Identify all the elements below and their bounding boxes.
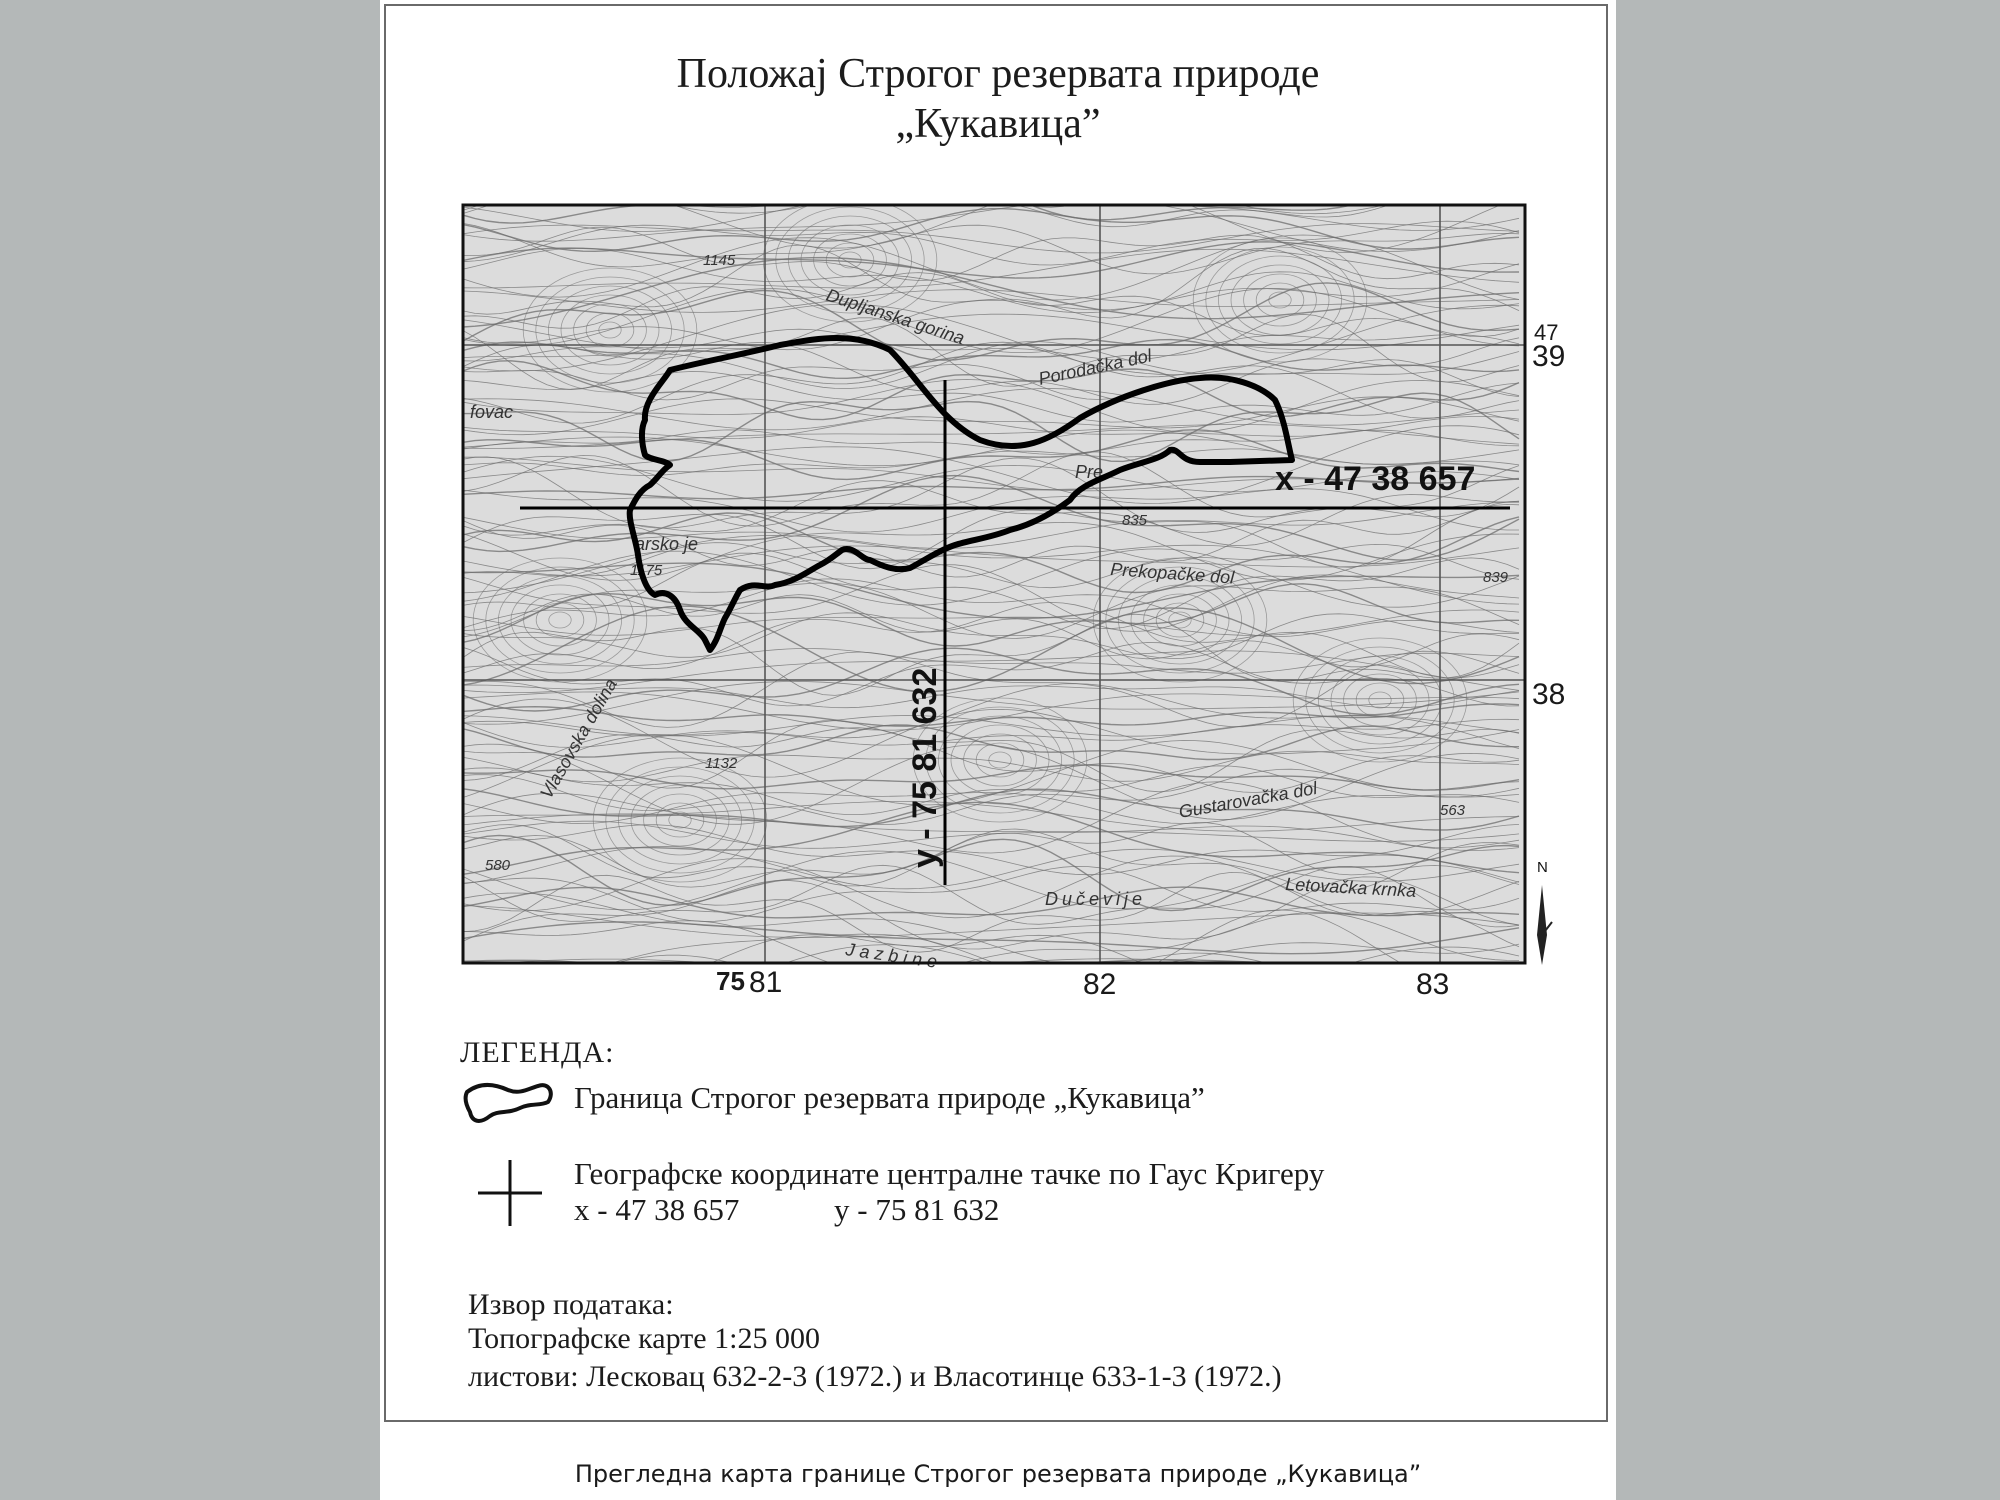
spot-height: 1175: [630, 562, 663, 579]
place-name: Dupljanska gorina: [823, 284, 967, 349]
legend-crosshair-symbol: [478, 1160, 542, 1226]
place-name: arsko je: [635, 534, 699, 554]
map-title-line-1: Положај Строгог резервата природе: [676, 51, 1320, 97]
north-label: N: [1537, 859, 1548, 876]
spot-height: 580: [485, 857, 511, 874]
contour-line: [463, 972, 1519, 1026]
north-arrow: [1537, 859, 1552, 965]
legend-boundary-label: Граница Строгог резервата природе „Кукавица”: [574, 1080, 1205, 1115]
legend-coords-label: Географске координате централне тачке по Гаус Кригеру: [574, 1156, 1325, 1191]
grid-label-bottom-left: 81: [749, 966, 783, 999]
place-name: Vlasovska dolina: [536, 675, 622, 802]
place-name: fovac: [470, 402, 514, 422]
source-line-2: листови: Лесковац 632-2-3 (1972.) и Власотинце 633-1-3 (1972.): [468, 1360, 1282, 1393]
legend-boundary-symbol: [466, 1085, 551, 1121]
place-name: Letovačka krnka: [1284, 874, 1417, 901]
grid-label-bottom-mid: 82: [1083, 968, 1117, 1001]
spot-height: 835: [1122, 512, 1148, 529]
spot-height: 563: [1440, 802, 1466, 819]
contour-line: [463, 144, 1519, 208]
grid-label-right-top-small: 47: [1534, 320, 1559, 345]
map-sheet: [380, 0, 1616, 1500]
legend-coords-x: x - 47 38 657: [574, 1192, 740, 1227]
spot-height: 1132: [705, 755, 738, 772]
contour-line: [463, 173, 1519, 207]
spot-height: 1145: [703, 252, 736, 269]
grid-label-right-top: 39: [1532, 340, 1566, 373]
grid-label-bottom-prefix: 75: [716, 966, 745, 996]
map-caption: Прегледна карта границе Строгог резервата природе „Кукавица”: [574, 1460, 1422, 1488]
place-name: Jazbine: [844, 939, 944, 973]
contour-line: [463, 155, 1519, 177]
place-name: Gustarovačka dol: [1177, 777, 1319, 822]
spot-height: 839: [1483, 569, 1509, 586]
contour-line: [463, 143, 1519, 201]
contour-line: [463, 953, 1519, 1033]
coordinate-x-label: x - 47 38 657: [1275, 460, 1476, 498]
coordinate-y-label: y - 75 81 632: [906, 667, 944, 868]
map-title-line-2: „Кукавица”: [895, 101, 1101, 147]
place-name: Pre: [1075, 462, 1104, 482]
place-name: Prekopačke dol: [1109, 559, 1235, 588]
place-name: Dučevije: [1045, 889, 1147, 909]
grid-label-right-mid: 38: [1532, 678, 1566, 711]
legend-title: ЛЕГЕНДА:: [460, 1036, 615, 1069]
place-name: Porodačka dol: [1036, 345, 1154, 389]
source-line-1: Топографске карте 1:25 000: [468, 1322, 820, 1355]
legend-coords-y: y - 75 81 632: [834, 1192, 1000, 1227]
grid-label-bottom-right: 83: [1416, 968, 1450, 1001]
topographic-map: [380, 0, 1616, 1450]
source-heading: Извор података:: [468, 1288, 674, 1321]
